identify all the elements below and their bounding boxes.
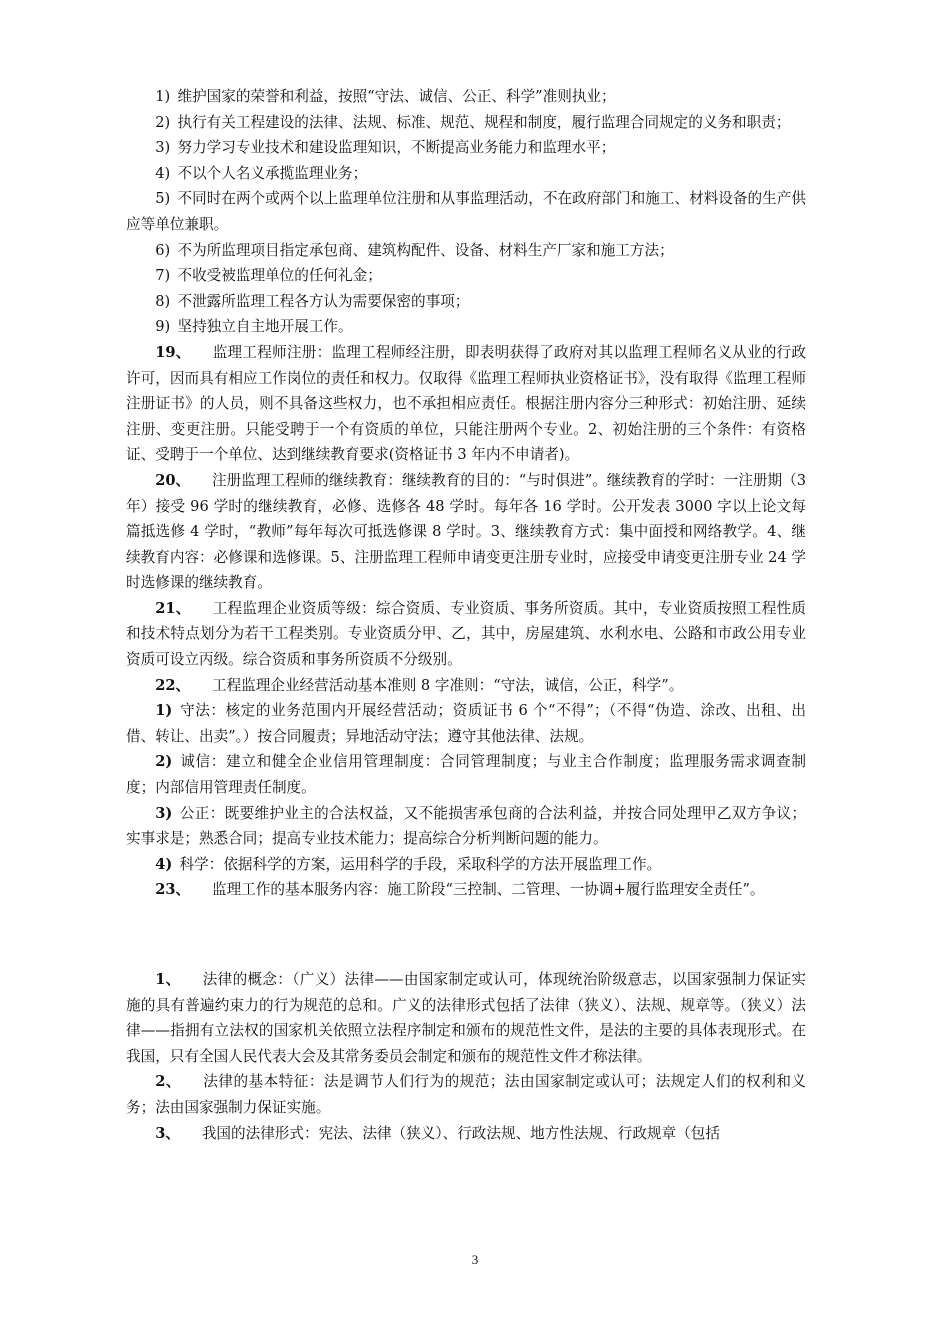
section-item-number: 19、 (155, 343, 191, 361)
conduct-item-number: 1) (155, 88, 171, 105)
conduct-item-6 (126, 238, 806, 264)
conduct-item-number: 8) (155, 292, 171, 310)
conduct-item-text: 执行有关工程建设的法律、法规、标准、规范、规程和制度，履行监理合同规定的义务和职责； (177, 113, 791, 131)
principle-item-text: 公正：既要维护业主的合法权益，又不能损害承包商的合法利益，并按合同处理甲乙双方争议；实事求是；熟悉合同；提高专业技术能力；提高综合分析判断问题的能力。 (126, 804, 806, 848)
conduct-item-number: 3) (155, 139, 171, 157)
conduct-item-text: 不为所监理项目指定承包商、建筑构配件、设备、材料生产厂家和施工方法； (177, 241, 674, 259)
section-item-text: 工程监理企业资质等级：综合资质、专业资质、事务所资质。其中，专业资质按照工程性质和技术特点划分为若干工程类别。专业资质分甲、乙，其中，房屋建筑、水利水电、公路和市政公用专业资质可设立丙级。综合资质和事务所资质不分级别。 (126, 599, 806, 669)
conduct-item-text: 不收受被监理单位的任何礼金； (177, 267, 382, 285)
section-item-text: 监理工程师注册：监理工程师经注册，即表明获得了政府对其以监理工程师名义从业的行政许可，因而具有相应工作岗位的责任和权力。仅取得《监理工程师执业资格证书》，没有取得《监理工程师注册证书》的人员，则不具备这些权力，也不承担相应责任。根据注册内容分三种形式：初始注册、延续注册、变更注册。只能受聘于一个有资质的单位，只能注册两个专业。2、初始注册的三个条件：有资格证、受聘于一个单位、达到继续教育要求(资格证书 3 年内不申请者)。 (126, 343, 806, 464)
conduct-item-text: 坚持独立自主地开展工作。 (177, 318, 353, 336)
conduct-item-number: 2) (155, 113, 171, 131)
conduct-item-text: 不同时在两个或两个以上监理单位注册和从事监理活动，不在政府部门和施工、材料设备的生产供应等单位兼职。 (126, 190, 806, 233)
conduct-item-3 (126, 135, 806, 161)
section-item-3 (126, 596, 806, 673)
law-item-1 (126, 967, 806, 1069)
conduct-item-number: 6) (155, 241, 171, 259)
principle-item-2 (126, 749, 806, 800)
conduct-item-number: 7) (155, 267, 171, 285)
section-item-1 (126, 340, 806, 468)
law-item-number: 1、 (155, 971, 181, 988)
conduct-item-number: 9) (155, 318, 171, 336)
principle-item-number: 2) (155, 753, 173, 771)
conduct-item-text: 不以个人名义承揽监理业务； (177, 164, 368, 182)
principles-list (126, 698, 806, 877)
section-item-number: 20、 (155, 471, 191, 489)
conduct-item-text: 维护国家的荣誉和利益，按照“守法、诚信、公正、科学”准则执业； (177, 88, 616, 105)
law-item-3 (126, 1121, 806, 1147)
conduct-list (126, 84, 806, 340)
section-list (126, 340, 806, 698)
principle-item-4 (126, 852, 806, 878)
conduct-item-4 (126, 161, 806, 187)
conduct-item-7 (126, 263, 806, 289)
law-item-2 (126, 1069, 806, 1120)
section-item-2 (126, 468, 806, 596)
principle-item-text: 守法：核定的业务范围内开展经营活动；资质证书 6 个“不得”；（不得“伪造、涂改、出租、出借、转让、出卖”。）按合同履责；异地活动守法；遵守其他法律、法规。 (126, 702, 806, 745)
section-item-text: 注册监理工程师的继续教育：继续教育的目的：“与时俱进”。继续教育的学时：一注册期（3 年）接受 96 学时的继续教育，必修、选修各 48 学时。每年各 16 学时。公开发表 3000 字以上论文每篇抵选修 4 学时，“教师”每年每次可抵选修课 8 学时。3、继续教育方式：集中面授和网络教学。4、继续教育内容：必修课和选修课。5、注册监理工程师申请变更注册专业时，应接受申请变更注册专业 24 学时选修课的继续教育。 (126, 471, 806, 592)
principle-item-3 (126, 801, 806, 852)
conduct-item-8 (126, 289, 806, 315)
principle-item-text: 诚信：建立和健全企业信用管理制度：合同管理制度；与业主合作制度；监理服务需求调查制度；内部信用管理责任制度。 (126, 753, 806, 797)
principle-item-number: 4) (155, 855, 173, 873)
law-item-text: 法律的概念：（广义）法律——由国家制定或认可，体现统治阶级意志，以国家强制力保证实施的具有普遍约束力的行为规范的总和。广义的法律形式包括了法律（狭义）、法规、规章等。（狭义）法律——指拥有立法权的国家机关依照立法程序制定和颁布的规范性文件，是法的主要的具体表现形式。在我国，只有全国人民代表大会及其常务委员会制定和颁布的规范性文件才称法律。 (126, 971, 806, 1065)
conduct-item-text: 努力学习专业技术和建设监理知识，不断提高业务能力和监理水平； (177, 139, 616, 157)
law-item-text: 法律的基本特征：法是调节人们行为的规范；法由国家制定或认可；法规定人们的权利和义务；法由国家强制力保证实施。 (126, 1073, 807, 1116)
principle-item-number: 1) (155, 702, 173, 720)
section-23: 23、 监理工作的基本服务内容：施工阶段“三控制、二管理、一协调+履行监理安全责任”。 (155, 881, 765, 899)
conduct-item-2 (126, 110, 806, 136)
principle-item-number: 3) (155, 804, 173, 822)
principle-item-1 (126, 698, 806, 749)
law-item-number: 3、 (155, 1124, 180, 1142)
section-item-number: 22、 (155, 676, 191, 694)
conduct-item-number: 4) (155, 164, 171, 182)
section-item-4 (126, 673, 806, 699)
law-item-number: 2、 (155, 1073, 181, 1091)
principle-item-text: 科学：依据科学的方案，运用科学的手段，采取科学的方法开展监理工作。 (179, 855, 662, 873)
section-item-number: 21、 (155, 599, 191, 617)
conduct-item-text: 不泄露所监理工程各方认为需要保密的事项； (177, 292, 470, 310)
conduct-item-5 (126, 186, 806, 237)
law-list (126, 967, 806, 1146)
law-item-text: 我国的法律形式：宪法、法律（狭义）、行政法规、地方性法规、行政规章（包括 (201, 1124, 720, 1142)
conduct-item-9 (126, 314, 806, 340)
section-item-text: 工程监理企业经营活动基本准则 8 字准则：“守法，诚信，公正，科学”。 (211, 676, 684, 694)
page-number: 3 (471, 1252, 479, 1267)
conduct-item-1 (126, 84, 806, 110)
document-body (126, 84, 806, 1146)
conduct-item-number: 5) (155, 190, 171, 208)
